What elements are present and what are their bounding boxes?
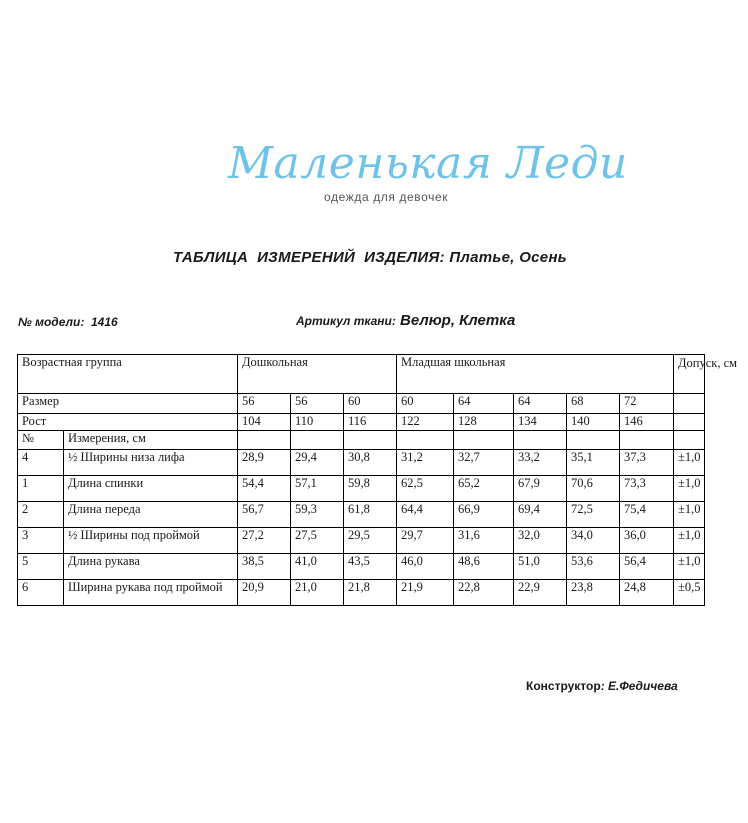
size-cell: 56	[291, 394, 344, 414]
measurement-name: Ширина рукава под проймой	[64, 580, 238, 606]
tolerance-value: ±1,0	[674, 554, 705, 580]
group-junior-school: Младшая школьная	[397, 355, 674, 394]
size-cell: 60	[397, 394, 454, 414]
measurement-value: 61,8	[344, 502, 397, 528]
measurement-value: 56,7	[238, 502, 291, 528]
height-cell: 104	[238, 414, 291, 431]
empty-cell	[620, 431, 674, 450]
height-cell: 122	[397, 414, 454, 431]
height-cell: 146	[620, 414, 674, 431]
measurements-header-row	[18, 431, 705, 450]
measurement-value: 69,4	[514, 502, 567, 528]
height-label: Рост	[18, 414, 238, 431]
empty-cell	[567, 431, 620, 450]
measurement-value: 22,9	[514, 580, 567, 606]
measurement-value: 65,2	[454, 476, 514, 502]
brand-logo-script: Маленькая Леди	[228, 138, 628, 189]
measurement-value: 70,6	[567, 476, 620, 502]
empty-cell	[344, 431, 397, 450]
measurement-value: 29,5	[344, 528, 397, 554]
measurement-value: 21,8	[344, 580, 397, 606]
measurement-value: 57,1	[291, 476, 344, 502]
table-row	[18, 554, 705, 580]
empty-cell	[238, 431, 291, 450]
empty-cell	[514, 431, 567, 450]
empty-cell	[397, 431, 454, 450]
measurement-value: 20,9	[238, 580, 291, 606]
measurement-value: 32,7	[454, 450, 514, 476]
measurement-value: 56,4	[620, 554, 674, 580]
document-title: ТАБЛИЦА ИЗМЕРЕНИЙ ИЗДЕЛИЯ: Платье, Осень	[172, 249, 568, 266]
tolerance-value: ±1,0	[674, 502, 705, 528]
measurement-value: 35,1	[567, 450, 620, 476]
measurement-table	[17, 354, 738, 606]
measurement-value: 67,9	[514, 476, 567, 502]
measurement-value: 28,9	[238, 450, 291, 476]
size-label: Размер	[18, 394, 238, 414]
height-cell: 128	[454, 414, 514, 431]
measurement-name: Длина переда	[64, 502, 238, 528]
measurement-value: 27,2	[238, 528, 291, 554]
measurement-value: 41,0	[291, 554, 344, 580]
height-cell: 134	[514, 414, 567, 431]
fabric-article-label: Артикул ткани:	[296, 314, 396, 328]
constructor-label: Конструктор	[526, 679, 601, 693]
height-cell: 116	[344, 414, 397, 431]
fabric-article-value: Велюр, Клетка	[395, 312, 516, 329]
empty-cell	[674, 431, 705, 450]
row-number: 5	[18, 554, 64, 580]
measurement-value: 32,0	[514, 528, 567, 554]
measurement-value: 66,9	[454, 502, 514, 528]
fabric-article	[296, 312, 515, 330]
size-row	[18, 394, 705, 414]
measurement-value: 29,4	[291, 450, 344, 476]
measurement-value: 48,6	[454, 554, 514, 580]
measurement-value: 72,5	[567, 502, 620, 528]
size-cell: 68	[567, 394, 620, 414]
measurement-value: 33,2	[514, 450, 567, 476]
height-row	[18, 414, 705, 431]
constructor-signature	[526, 677, 678, 695]
tolerance-value: ±0,5	[674, 580, 705, 606]
measurement-value: 21,0	[291, 580, 344, 606]
tolerance-value: ±1,0	[674, 528, 705, 554]
row-number: 1	[18, 476, 64, 502]
table-row	[18, 502, 705, 528]
measurement-value: 36,0	[620, 528, 674, 554]
measurement-name: Длина спинки	[64, 476, 238, 502]
empty-cell	[291, 431, 344, 450]
tolerance-header: Допуск, см	[674, 355, 705, 394]
measurement-name: ½ Ширины под проймой	[64, 528, 238, 554]
brand-tagline: одежда для девочек	[324, 190, 449, 204]
measurement-value: 51,0	[514, 554, 567, 580]
measurement-value: 27,5	[291, 528, 344, 554]
age-group-label: Возрастная группа	[18, 355, 238, 394]
measurement-value: 34,0	[567, 528, 620, 554]
height-cell: 110	[291, 414, 344, 431]
row-number: 6	[18, 580, 64, 606]
row-number: 3	[18, 528, 64, 554]
row-number: 4	[18, 450, 64, 476]
brand-logo	[228, 138, 628, 218]
height-tolerance-empty	[674, 414, 705, 431]
size-cell: 56	[238, 394, 291, 414]
measurement-value: 59,8	[344, 476, 397, 502]
measurement-value: 75,4	[620, 502, 674, 528]
measurement-value: 31,6	[454, 528, 514, 554]
table-row	[18, 450, 705, 476]
measurement-value: 29,7	[397, 528, 454, 554]
measurement-value: 64,4	[397, 502, 454, 528]
size-cell: 64	[454, 394, 514, 414]
measurement-name: Длина рукава	[64, 554, 238, 580]
measurement-value: 43,5	[344, 554, 397, 580]
table-row	[18, 580, 705, 606]
measurement-name: ½ Ширины низа лифа	[64, 450, 238, 476]
height-cell: 140	[567, 414, 620, 431]
measurement-value: 30,8	[344, 450, 397, 476]
size-cell: 60	[344, 394, 397, 414]
size-cell: 72	[620, 394, 674, 414]
measurement-value: 59,3	[291, 502, 344, 528]
tolerance-value: ±1,0	[674, 476, 705, 502]
table-row	[18, 528, 705, 554]
empty-cell	[454, 431, 514, 450]
measurement-value: 22,8	[454, 580, 514, 606]
measurement-value: 37,3	[620, 450, 674, 476]
measurement-value: 54,4	[238, 476, 291, 502]
measurement-value: 23,8	[567, 580, 620, 606]
measurements-header: Измерения, см	[64, 431, 238, 450]
measurement-value: 31,2	[397, 450, 454, 476]
measurement-value: 24,8	[620, 580, 674, 606]
measurement-value: 53,6	[567, 554, 620, 580]
size-cell: 64	[514, 394, 567, 414]
constructor-name: : Е.Федичева	[600, 679, 678, 693]
size-tolerance-empty	[674, 394, 705, 414]
table-row	[18, 476, 705, 502]
tolerance-value: ±1,0	[674, 450, 705, 476]
group-preschool: Дошкольная	[238, 355, 397, 394]
row-number: 2	[18, 502, 64, 528]
measurement-value: 73,3	[620, 476, 674, 502]
measurement-value: 46,0	[397, 554, 454, 580]
number-header: №	[18, 431, 64, 450]
measurement-value: 21,9	[397, 580, 454, 606]
measurement-value: 62,5	[397, 476, 454, 502]
age-group-row	[18, 355, 705, 394]
measurement-value: 38,5	[238, 554, 291, 580]
model-number: № модели: 1416	[18, 315, 118, 329]
